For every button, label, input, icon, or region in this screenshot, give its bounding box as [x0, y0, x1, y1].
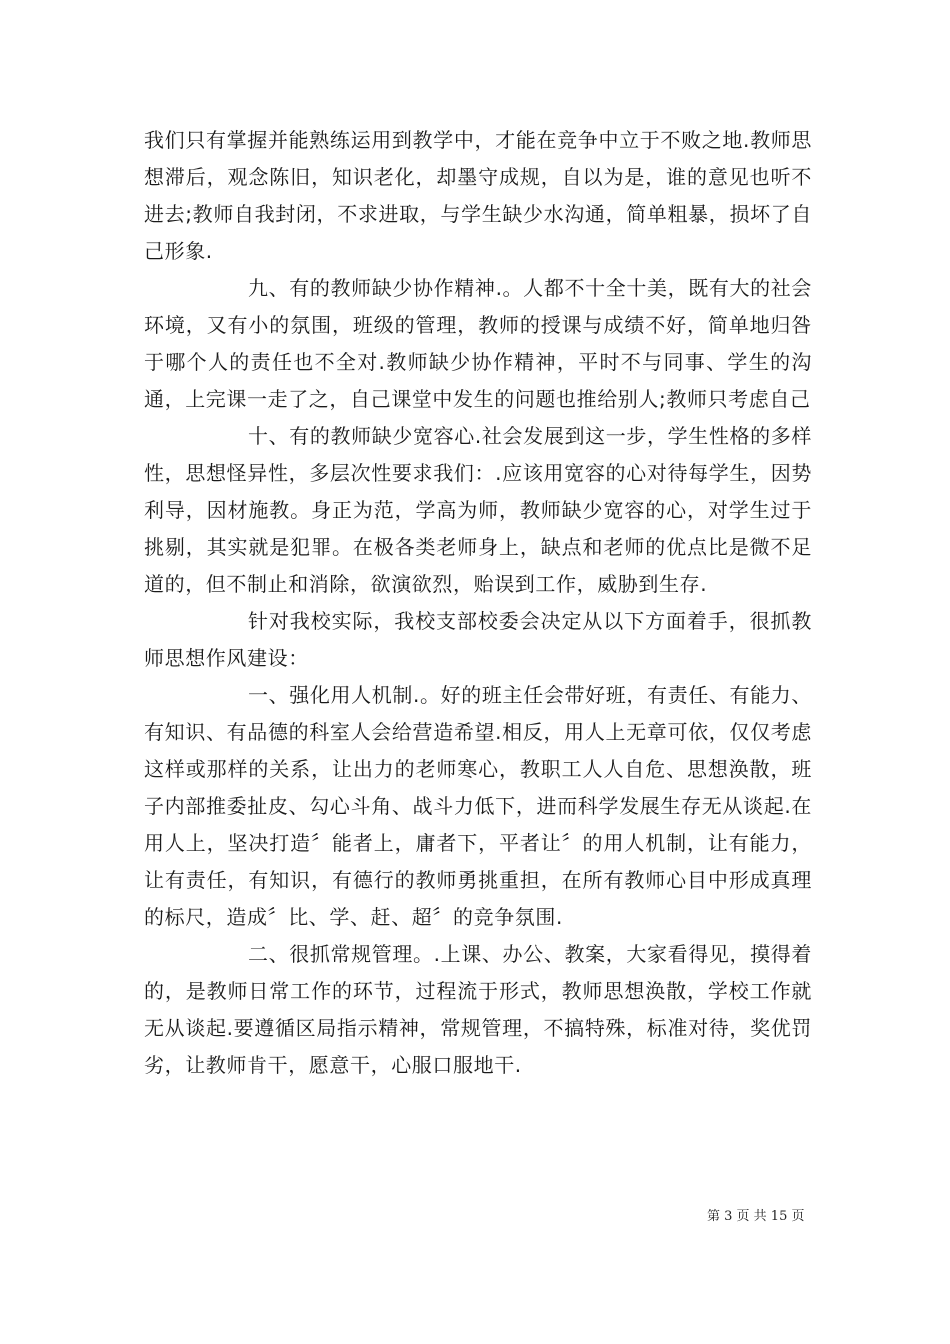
paragraph-measure-one: 一、强化用人机制.。好的班主任会带好班，有责任、有能力、有知识、有品德的科室人会给营造希望.相反，用人上无章可依，仅仅考虑这样或那样的关系，让出力的老师寒心，教职工人人自危、思想涣散，班子内部推委扯皮、勾心斗角、战斗力低下，进而科学发展生存无从谈起.在用人上，坚决打造〞能者上，庸者下，平者让〞的用人机制，让有能力，让有责任，有知识，有德行的教师勇挑重担，在所有教师心目中形成真理的标尺，造成〞比、学、赶、超〞的竞争氛围.: [144, 683, 812, 929]
paragraph-nine: 九、有的教师缺少协作精神.。人都不十全十美，既有大的社会环境，又有小的氛围，班级的管理，教师的授课与成绩不好，简单地归咎于哪个人的责任也不全对.教师缺少协作精神，平时不与同事、学生的沟通，上完课一走了之，自己课堂中发生的问题也推给别人;教师只考虑自己: [144, 276, 812, 411]
document-body: [144, 122, 812, 1084]
paragraph-continuation: 我们只有掌握并能熟练运用到教学中，才能在竞争中立于不败之地.教师思想滞后，观念陈旧，知识老化，却墨守成规，自以为是，谁的意见也听不进去;教师自我封闭，不求进取，与学生缺少水沟通，简单粗暴，损坏了自己形象.: [144, 128, 812, 263]
page-number-footer: 第 3 页 共 15 页: [707, 1209, 805, 1224]
paragraph-ten: 十、有的教师缺少宽容心.社会发展到这一步，学生性格的多样性，思想怪异性，多层次性要求我们：.应该用宽容的心对待每学生，因势利导，因材施教。身正为范，学高为师，教师缺少宽容的心，对学生过于挑剔，其实就是犯罪。在极各类老师身上，缺点和老师的优点比是微不足道的，但不制止和消除，欲演欲烈，贻误到工作，威胁到生存.: [144, 424, 812, 596]
paragraph-measures-intro: 针对我校实际，我校支部校委会决定从以下方面着手，很抓教师思想作风建设：: [144, 609, 812, 670]
paragraph-measure-two: 二、很抓常规管理。.上课、办公、教案，大家看得见，摸得着的，是教师日常工作的环节，过程流于形式，教师思想涣散，学校工作就无从谈起.要遵循区局指示精神，常规管理，不搞特殊，标准对待，奖优罚劣，让教师肯干，愿意干，心服口服地干.: [144, 942, 812, 1077]
